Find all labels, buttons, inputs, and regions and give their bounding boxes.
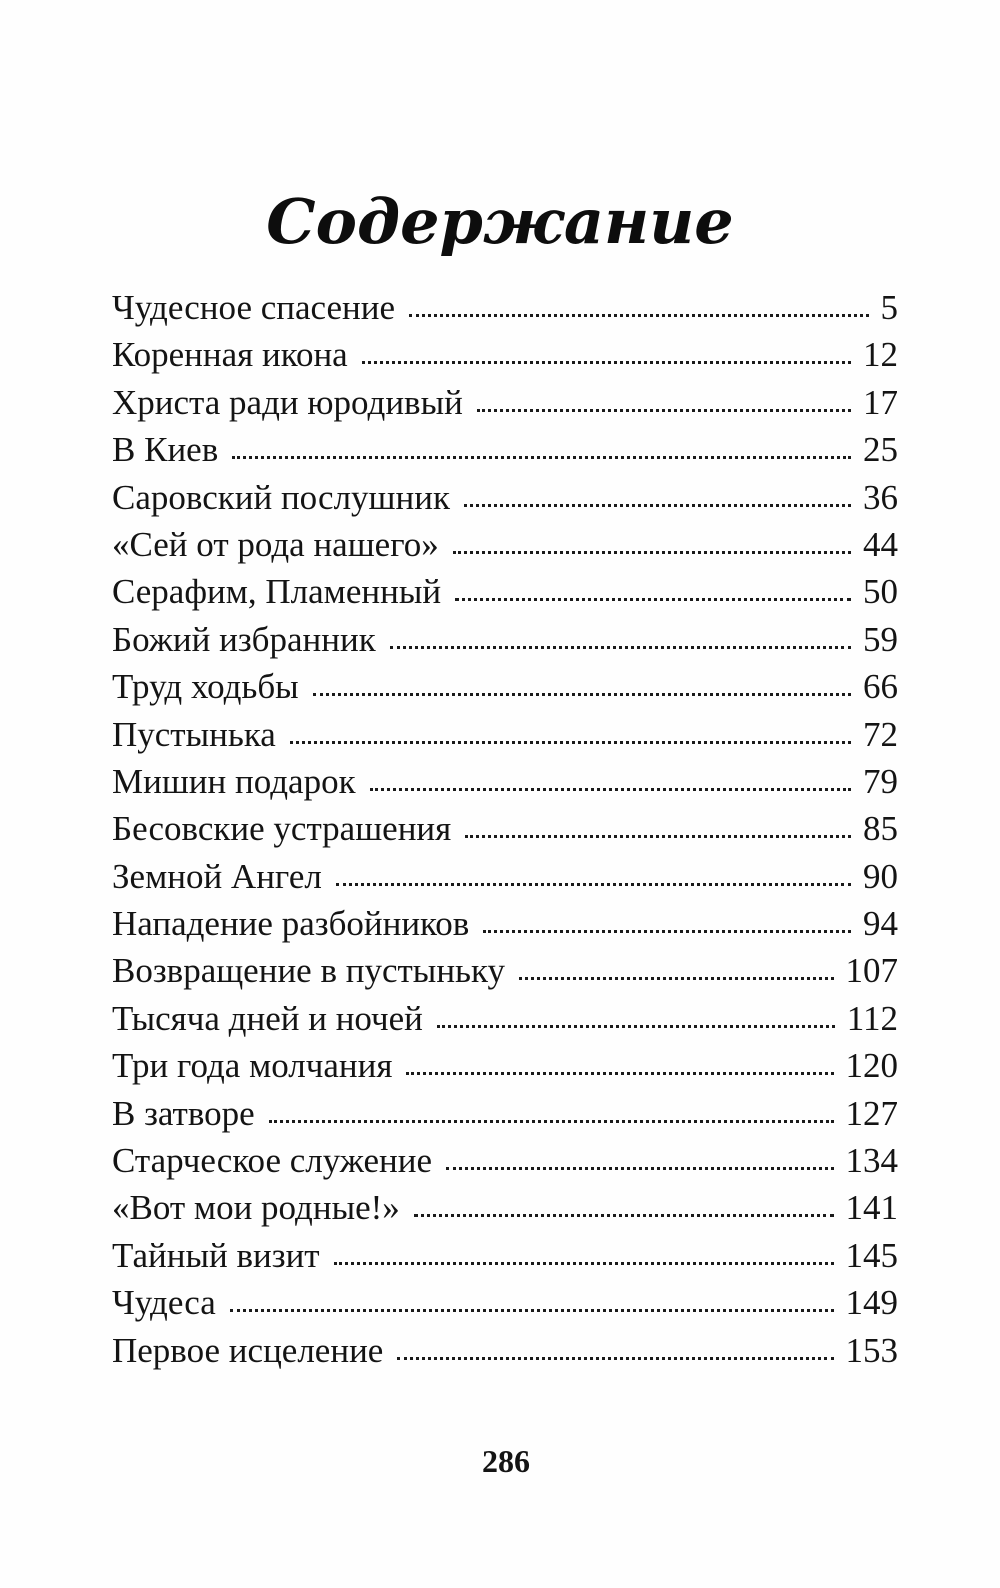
toc-entry-page: 59 <box>863 619 898 659</box>
toc-dot-leader <box>437 1025 835 1028</box>
toc-entry-title: Бесовские устрашения <box>112 809 452 849</box>
toc-entry[interactable] <box>112 331 898 378</box>
toc-entry-page: 90 <box>863 856 898 896</box>
toc-entry-title: Старческое служение <box>112 1141 433 1181</box>
toc-entry-page: 17 <box>863 382 898 422</box>
toc-dot-leader <box>230 1309 834 1312</box>
toc-dot-leader <box>269 1120 834 1123</box>
toc-entry[interactable] <box>112 1184 898 1231</box>
toc-dot-leader <box>334 1262 834 1265</box>
toc-entry-title: В Киев <box>112 430 219 470</box>
toc-dot-leader <box>464 504 851 507</box>
toc-entry-page: 79 <box>863 761 898 801</box>
toc-dot-leader <box>390 646 851 649</box>
toc-entry-page: 127 <box>845 1093 898 1133</box>
toc-dot-leader <box>336 883 851 886</box>
toc-entry[interactable] <box>112 758 898 805</box>
toc-dot-leader <box>397 1357 833 1360</box>
toc-entry-page: 44 <box>863 524 898 564</box>
toc-dot-leader <box>477 409 851 412</box>
page-number: 286 <box>482 1443 530 1479</box>
toc-dot-leader <box>453 551 851 554</box>
toc-entry-title: Пустынька <box>112 714 276 754</box>
page-title: Содержание <box>266 184 734 258</box>
toc-dot-leader <box>362 361 851 364</box>
toc-entry-page: 153 <box>845 1330 898 1370</box>
toc-entry[interactable] <box>112 805 898 852</box>
toc-entry[interactable] <box>112 474 898 521</box>
toc-entry[interactable] <box>112 900 898 947</box>
toc-entry-title: Серафим, Пламенный <box>112 572 442 612</box>
toc-entry-page: 94 <box>863 904 898 944</box>
toc-dot-leader <box>370 788 851 791</box>
toc-entry-page: 85 <box>863 809 898 849</box>
toc-dot-leader <box>455 598 851 601</box>
toc-entry-title: Тайный визит <box>112 1235 320 1275</box>
toc-dot-leader <box>414 1214 834 1217</box>
toc-entry-page: 149 <box>845 1283 898 1323</box>
toc-entry-page: 25 <box>863 430 898 470</box>
toc-entry-page: 145 <box>845 1235 898 1275</box>
toc-entry-title: Божий избранник <box>112 619 376 659</box>
toc-entry-title: Возвращение в пустыньку <box>112 951 506 991</box>
toc-entry-page: 107 <box>845 951 898 991</box>
toc-entry-title: Мишин подарок <box>112 761 356 801</box>
toc-dot-leader <box>519 977 833 980</box>
toc-dot-leader <box>465 835 851 838</box>
toc-entry[interactable] <box>112 521 898 568</box>
toc-dot-leader <box>232 456 851 459</box>
table-of-contents <box>112 284 898 1374</box>
toc-dot-leader <box>483 930 851 933</box>
toc-entry[interactable] <box>112 853 898 900</box>
toc-entry-title: Первое исцеление <box>112 1330 384 1370</box>
toc-entry[interactable] <box>112 663 898 710</box>
toc-entry-title: «Сей от рода нашего» <box>112 524 439 564</box>
toc-dot-leader <box>313 693 851 696</box>
toc-entry[interactable] <box>112 947 898 994</box>
toc-entry[interactable] <box>112 1279 898 1326</box>
toc-entry[interactable] <box>112 1090 898 1137</box>
toc-entry-page: 36 <box>863 477 898 517</box>
toc-entry[interactable] <box>112 426 898 473</box>
toc-entry-page: 50 <box>863 572 898 612</box>
toc-entry[interactable] <box>112 379 898 426</box>
toc-entry[interactable] <box>112 284 898 331</box>
toc-entry-title: Тысяча дней и ночей <box>112 998 423 1038</box>
toc-entry-title: Коренная икона <box>112 335 348 375</box>
toc-entry-page: 134 <box>845 1141 898 1181</box>
toc-entry-page: 12 <box>863 335 898 375</box>
toc-entry-page: 120 <box>845 1046 898 1086</box>
toc-entry[interactable] <box>112 711 898 758</box>
toc-entry-title: Чудесное спасение <box>112 288 396 327</box>
toc-dot-leader <box>406 1072 833 1075</box>
toc-entry-title: Саровский послушник <box>112 477 450 517</box>
toc-entry[interactable] <box>112 1327 898 1374</box>
toc-entry-page: 72 <box>863 714 898 754</box>
toc-entry-title: Труд ходьбы <box>112 667 299 707</box>
toc-dot-leader <box>446 1167 833 1170</box>
toc-entry[interactable] <box>112 616 898 663</box>
toc-dot-leader <box>409 314 868 317</box>
toc-entry-title: В затворе <box>112 1093 255 1133</box>
toc-entry-title: Земной Ангел <box>112 856 322 896</box>
toc-entry[interactable] <box>112 1042 898 1089</box>
toc-entry-page: 112 <box>846 998 898 1038</box>
toc-entry[interactable] <box>112 568 898 615</box>
toc-entry-page: 66 <box>863 667 898 707</box>
toc-entry-title: Чудеса <box>112 1283 216 1323</box>
toc-entry-title: «Вот мои родные!» <box>112 1188 400 1228</box>
toc-entry[interactable] <box>112 1137 898 1184</box>
toc-entry-page: 5 <box>880 288 898 327</box>
toc-entry[interactable] <box>112 995 898 1042</box>
toc-entry-page: 141 <box>845 1188 898 1228</box>
toc-dot-leader <box>290 741 851 744</box>
toc-entry[interactable] <box>112 1232 898 1279</box>
toc-entry-title: Три года молчания <box>112 1046 393 1086</box>
toc-entry-title: Нападение разбойников <box>112 904 470 944</box>
toc-entry-title: Христа ради юродивый <box>112 382 463 422</box>
